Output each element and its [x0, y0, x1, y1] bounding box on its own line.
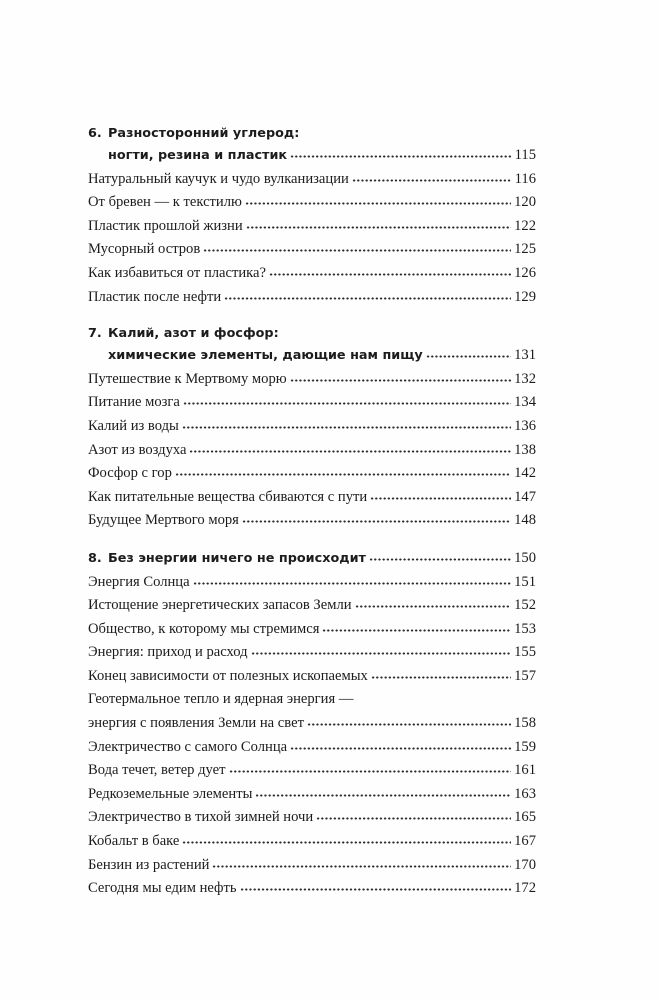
entry-title: Азот из воздуха: [88, 441, 187, 458]
dot-leader: [371, 676, 511, 679]
entry-title: Истощение энергетических запасов Земли: [88, 597, 352, 614]
toc-entry[interactable]: [88, 715, 536, 739]
toc-entry[interactable]: [88, 644, 536, 668]
toc-entry[interactable]: [88, 289, 536, 313]
dot-leader: [369, 558, 511, 561]
dot-leader: [316, 817, 511, 820]
toc-entry[interactable]: [88, 489, 536, 513]
entry-title: Вода течет, ветер дует: [88, 762, 226, 779]
page-number: 159: [514, 738, 536, 755]
toc-entry[interactable]: [88, 194, 536, 218]
page-number: 170: [514, 856, 536, 873]
toc-entry[interactable]: [88, 621, 536, 645]
toc-entry[interactable]: [88, 465, 536, 489]
chapter-number: 6.: [88, 126, 102, 141]
page-number: 126: [514, 264, 536, 281]
chapter-7: [88, 326, 536, 536]
entry-title: Питание мозга: [88, 394, 180, 411]
toc-entry[interactable]: [88, 880, 536, 904]
dot-leader: [212, 865, 511, 868]
entry-title: Калий из воды: [88, 417, 179, 434]
page-number: 152: [514, 597, 536, 614]
page-number: 165: [514, 809, 536, 826]
entry-title: Кобальт в баке: [88, 833, 180, 850]
page-number: 129: [514, 288, 536, 305]
dot-leader: [322, 629, 511, 632]
toc-entry[interactable]: [88, 218, 536, 242]
dot-leader: [182, 426, 511, 429]
entry-title: Электричество в тихой зимней ночи: [88, 809, 314, 826]
entry-title: Энергия: приход и расход: [88, 644, 248, 661]
page-number: 134: [514, 394, 536, 411]
chapter-title-line1: Разносторонний углерод:: [108, 126, 300, 141]
entry-title: Энергия Солнца: [88, 573, 190, 590]
entry-title: Электричество с самого Солнца: [88, 738, 288, 755]
page-number: 161: [514, 762, 536, 779]
dot-leader: [246, 226, 511, 229]
page-number: 158: [514, 715, 536, 732]
chapter-6: [88, 126, 536, 312]
entry-title: Натуральный каучук и чудо вулканизации: [88, 170, 349, 187]
page-number: 132: [514, 370, 536, 387]
table-of-contents: [88, 126, 536, 918]
page-number: 153: [514, 620, 536, 637]
entry-title: Мусорный остров: [88, 241, 201, 258]
page-number: 150: [514, 549, 536, 566]
entry-title: энергия с появления Земли на свет: [88, 715, 304, 732]
dot-leader: [203, 249, 511, 252]
toc-entry[interactable]: [88, 550, 536, 574]
dot-leader: [242, 520, 511, 523]
entry-title: Фосфор с гор: [88, 465, 172, 482]
chapter-heading: [88, 326, 536, 347]
entry-title: Пластик после нефти: [88, 288, 222, 305]
dot-leader: [245, 202, 511, 205]
dot-leader: [229, 770, 512, 773]
entry-title: Пластик прошлой жизни: [88, 217, 243, 234]
entry-title: Будущее Мертвого моря: [88, 512, 239, 529]
dot-leader: [290, 747, 511, 750]
page-number: 136: [514, 417, 536, 434]
chapter-title-line2: ногти, резина и пластик: [108, 148, 288, 163]
dot-leader: [224, 297, 511, 300]
page-number: 142: [514, 465, 536, 482]
toc-entry[interactable]: [88, 574, 536, 598]
toc-entry[interactable]: [88, 833, 536, 857]
entry-title: Общество, к которому мы стремимся: [88, 620, 320, 637]
toc-entry[interactable]: [88, 857, 536, 881]
entry-title: От бревен — к текстилю: [88, 194, 242, 211]
entry-title: Путешествие к Мертвому морю: [88, 370, 287, 387]
page-number: 148: [514, 512, 536, 529]
dot-leader: [183, 402, 511, 405]
chapter-title-line1: Без энергии ничего не происходит: [108, 550, 366, 566]
toc-entry[interactable]: [88, 241, 536, 265]
chapter-number: 8.: [88, 550, 102, 566]
dot-leader: [240, 888, 512, 891]
toc-entry[interactable]: [88, 347, 536, 371]
toc-entry[interactable]: [88, 371, 536, 395]
dot-leader: [307, 723, 511, 726]
dot-leader: [352, 179, 512, 182]
entry-title: Как избавиться от пластика?: [88, 264, 266, 281]
dot-leader: [193, 582, 512, 585]
dot-leader: [175, 473, 511, 476]
chapter-heading: [88, 126, 536, 147]
entry-title: Сегодня мы едим нефть: [88, 880, 237, 897]
dot-leader: [269, 273, 511, 276]
chapter-8: [88, 550, 536, 904]
chapter-number: 7.: [88, 326, 102, 342]
toc-entry[interactable]: [88, 809, 536, 833]
toc-entry[interactable]: [88, 418, 536, 442]
page-number: 131: [514, 347, 536, 364]
entry-title: Конец зависимости от полезных ископаемых: [88, 667, 368, 684]
dot-leader: [182, 841, 511, 844]
page-number: 163: [514, 785, 536, 802]
chapter-title-line2: химические элементы, дающие нам пищу: [108, 348, 423, 364]
page-number: 115: [514, 147, 536, 163]
dot-leader: [290, 155, 512, 158]
page-number: 155: [514, 644, 536, 661]
page-number: 151: [514, 573, 536, 590]
toc-entry[interactable]: [88, 442, 536, 466]
dot-leader: [290, 379, 511, 382]
page-number: 122: [514, 217, 536, 234]
dot-leader: [426, 355, 511, 358]
page-number: 167: [514, 833, 536, 850]
toc-entry[interactable]: [88, 762, 536, 786]
dot-leader: [255, 794, 511, 797]
toc-entry[interactable]: [88, 597, 536, 621]
page-number: 138: [514, 441, 536, 458]
toc-entry[interactable]: [88, 668, 536, 692]
toc-entry[interactable]: [88, 512, 536, 536]
page-number: 125: [514, 241, 536, 258]
chapter-title-line1: Калий, азот и фосфор:: [108, 326, 279, 342]
entry-title: Бензин из растений: [88, 856, 210, 873]
dot-leader: [189, 450, 511, 453]
toc-entry[interactable]: [88, 147, 536, 171]
page-number: 116: [514, 170, 536, 187]
toc-entry[interactable]: [88, 786, 536, 810]
entry-title: Редкоземельные элементы: [88, 785, 253, 802]
page-number: 172: [514, 880, 536, 897]
toc-entry[interactable]: [88, 739, 536, 763]
toc-entry[interactable]: [88, 265, 536, 289]
page-number: 147: [514, 488, 536, 505]
dot-leader: [355, 605, 512, 608]
toc-entry-first-line[interactable]: [88, 691, 536, 715]
toc-entry[interactable]: [88, 171, 536, 195]
page-number: 157: [514, 667, 536, 684]
dot-leader: [251, 652, 512, 655]
entry-title-line1: Геотермальное тепло и ядерная энергия —: [88, 691, 354, 708]
page-number: 120: [514, 194, 536, 211]
toc-entry[interactable]: [88, 394, 536, 418]
dot-leader: [370, 497, 511, 500]
entry-title: Как питательные вещества сбиваются с пути: [88, 488, 368, 505]
